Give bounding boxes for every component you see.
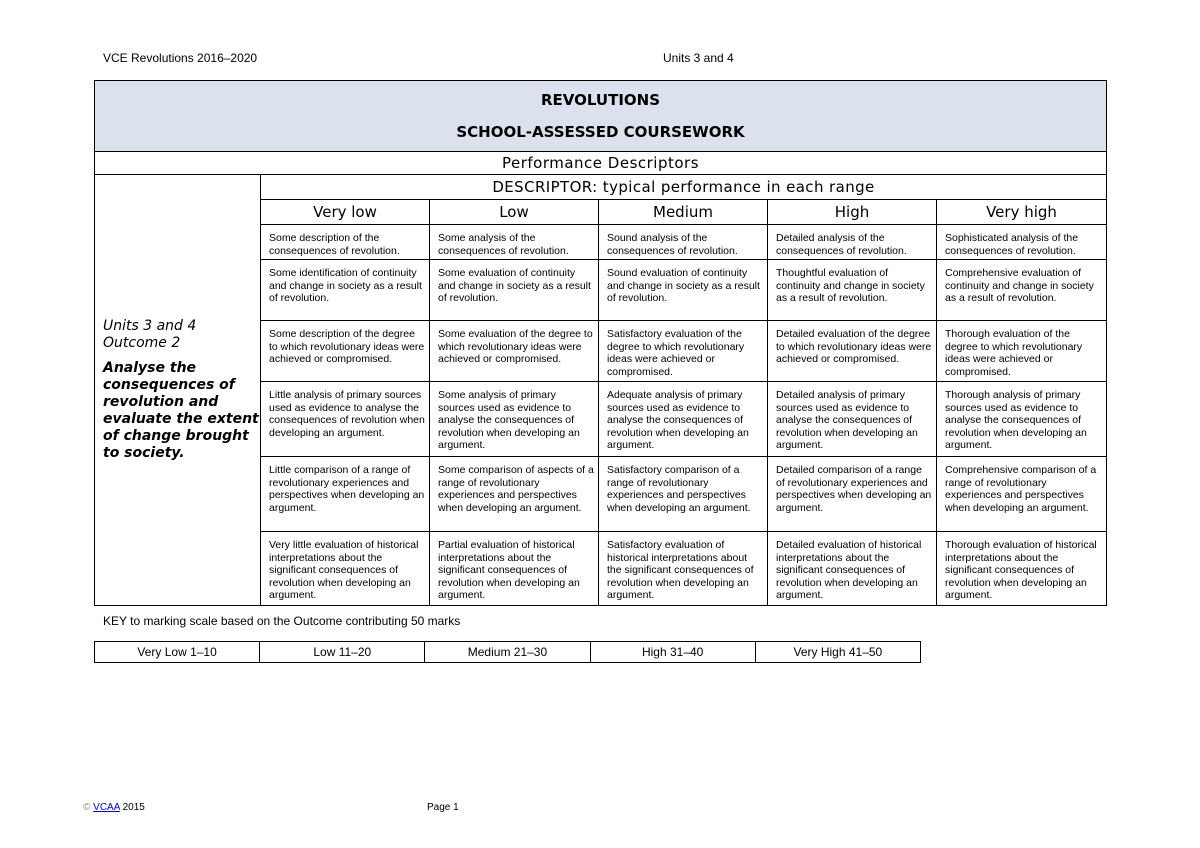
descriptor-cell: Sound evaluation of continuity and change in society as a result of revolution. [599, 260, 768, 321]
descriptor-cell: Some comparison of aspects of a range of revolutionary experiences and perspectives when developing an argument. [430, 457, 599, 532]
descriptor-cell: Some evaluation of the degree to which revolutionary ideas were achieved or compromised. [430, 321, 599, 382]
outcome-unit: Units 3 and 4 [103, 318, 197, 334]
descriptor-cell: Some description of the consequences of revolution. [261, 225, 430, 260]
descriptor-cell: Little analysis of primary sources used as evidence to analyse the consequences of revolution when developing an argument. [261, 382, 430, 457]
descriptor-cell: Sophisticated analysis of the consequences of revolution. [937, 225, 1107, 260]
descriptor-cell: Sound analysis of the consequences of revolution. [599, 225, 768, 260]
descriptor-cell: Little comparison of a range of revolutionary experiences and perspectives when developing an argument. [261, 457, 430, 532]
outcome-number: Outcome 2 [103, 335, 181, 351]
vcaa-link[interactable]: VCAA [93, 802, 120, 813]
descriptor-cell: Partial evaluation of historical interpretations about the significant consequences of revolution when developing an argument. [430, 532, 599, 606]
descriptor-cell: Thoughtful evaluation of continuity and change in society as a result of revolution. [768, 260, 937, 321]
performance-descriptors-heading: Performance Descriptors [95, 152, 1107, 175]
descriptor-cell: Satisfactory evaluation of the degree to which revolutionary ideas were achieved or compromised. [599, 321, 768, 382]
descriptor-cell: Detailed evaluation of historical interpretations about the significant consequences of revolution when developing an argument. [768, 532, 937, 606]
title-cell [95, 81, 1107, 152]
descriptor-heading: DESCRIPTOR: typical performance in each range [261, 175, 1107, 200]
descriptor-cell: Thorough evaluation of the degree to which revolutionary ideas were achieved or compromised. [937, 321, 1107, 382]
title-line2: SCHOOL-ASSESSED COURSEWORK [456, 123, 745, 141]
scale-range: Very Low 1–10 [95, 642, 260, 663]
descriptor-cell: Adequate analysis of primary sources used as evidence to analyse the consequences of revolution when developing an argument. [599, 382, 768, 457]
descriptor-cell: Some analysis of primary sources used as evidence to analyse the consequences of revolution when developing an argument. [430, 382, 599, 457]
key-label: KEY to marking scale based on the Outcome contributing 50 marks [103, 614, 461, 628]
page-number: Page 1 [427, 802, 459, 813]
scale-range: Very High 41–50 [755, 642, 920, 663]
descriptor-cell: Very little evaluation of historical interpretations about the significant consequences of revolution when developing an argument. [261, 532, 430, 606]
scale-range: High 31–40 [590, 642, 755, 663]
rubric-table [94, 80, 1107, 606]
footer-copyright [83, 802, 145, 813]
descriptor-cell: Satisfactory evaluation of historical interpretations about the significant consequences of revolution when developing an argument. [599, 532, 768, 606]
scale-range: Low 11–20 [260, 642, 425, 663]
descriptor-cell: Comprehensive comparison of a range of revolutionary experiences and perspectives when developing an argument. [937, 457, 1107, 532]
descriptor-cell: Detailed analysis of primary sources used as evidence to analyse the consequences of revolution when developing an argument. [768, 382, 937, 457]
descriptor-cell: Thorough evaluation of historical interpretations about the significant consequences of revolution when developing an argument. [937, 532, 1107, 606]
descriptor-cell: Comprehensive evaluation of continuity and change in society as a result of revolution. [937, 260, 1107, 321]
scale-range: Medium 21–30 [425, 642, 590, 663]
descriptor-cell: Some identification of continuity and change in society as a result of revolution. [261, 260, 430, 321]
copyright-symbol: © [83, 802, 91, 813]
footer-year: 2015 [122, 802, 145, 813]
level-header: High [768, 200, 937, 225]
level-header: Low [430, 200, 599, 225]
descriptor-cell: Thorough analysis of primary sources used as evidence to analyse the consequences of revolution when developing an argument. [937, 382, 1107, 457]
marking-scale-table [94, 641, 921, 663]
level-header: Very high [937, 200, 1107, 225]
descriptor-cell: Some analysis of the consequences of revolution. [430, 225, 599, 260]
level-header: Medium [599, 200, 768, 225]
descriptor-cell: Some evaluation of continuity and change in society as a result of revolution. [430, 260, 599, 321]
title-line1: REVOLUTIONS [540, 91, 661, 109]
level-header: Very low [261, 200, 430, 225]
outcome-text: Analyse the consequences of revolution and evaluate the extent of change brought to society. [103, 360, 259, 461]
header-left: VCE Revolutions 2016–2020 [103, 51, 258, 65]
descriptor-cell: Satisfactory comparison of a range of revolutionary experiences and perspectives when developing an argument. [599, 457, 768, 532]
descriptor-cell: Some description of the degree to which revolutionary ideas were achieved or compromised. [261, 321, 430, 382]
descriptor-cell: Detailed comparison of a range of revolutionary experiences and perspectives when developing an argument. [768, 457, 937, 532]
descriptor-cell: Detailed evaluation of the degree to which revolutionary ideas were achieved or compromised. [768, 321, 937, 382]
descriptor-cell: Detailed analysis of the consequences of revolution. [768, 225, 937, 260]
header-center: Units 3 and 4 [663, 51, 734, 65]
outcome-cell [95, 175, 261, 606]
